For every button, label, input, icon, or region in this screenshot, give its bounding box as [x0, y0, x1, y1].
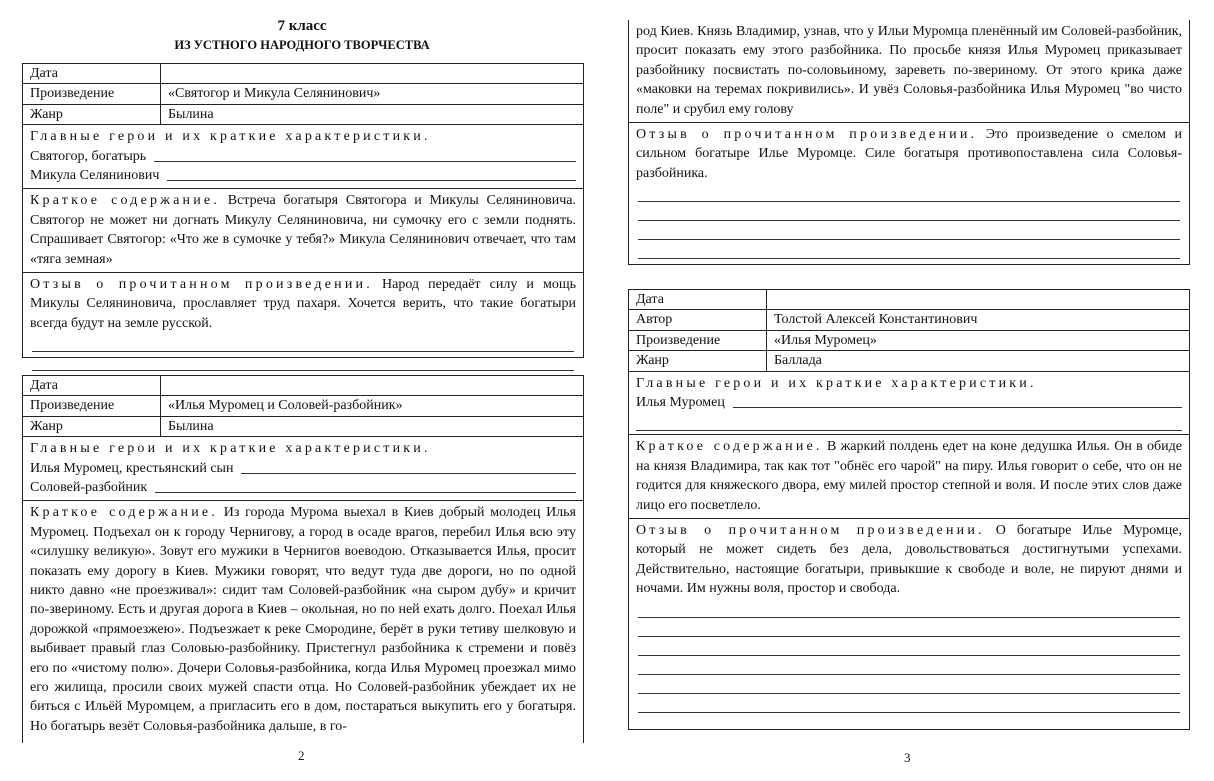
heroes-heading: Главные герои и их краткие характеристики. [30, 129, 431, 145]
grade-title: 7 класс [277, 18, 327, 34]
heroes-section [23, 125, 583, 189]
work-row: Произведение «Илья Муромец» [629, 331, 1189, 351]
blank-line[interactable] [638, 618, 1180, 637]
heroes-heading: Главные герои и их краткие характеристики. [636, 375, 1037, 391]
review-heading: Отзыв о прочитанном произведении. [636, 523, 985, 538]
work-row: Произведение «Илья Муромец и Соловей-разбойник» [23, 396, 583, 416]
review-text: О богатыре Илье Муромце, который не может сидеть без дела, довольствоваться достигнутыми успехами. Действительно, настоящие богатыри, привыкшие к свободе и воле, не пируют днями и ночами. Им нужны воля, простор и свобода. [636, 523, 1183, 597]
reading-card-svyatogor [22, 63, 584, 358]
genre-row: Жанр Былина [23, 105, 583, 125]
hero-line[interactable]: Илья Муромец, крестьянский сын [30, 459, 576, 478]
date-value[interactable] [161, 64, 583, 83]
hero-line[interactable]: Соловей-разбойник [30, 478, 576, 497]
summary-text: В жаркий полдень едет на коне дедушка Илья. Он в обиде на князя Владимира, так как тот "обнёс его чарой" на пиру. Илья говорит о себе, что он не годится для княжеского двора, ему милей простор степной и воля. И после этих слов даже лицо его посветлело. [636, 439, 1183, 513]
review-heading: Отзыв о прочитанном произведении. [30, 277, 373, 293]
review-text: Это произведение о смелом и сильном богатыре Илье Муромце. Силе богатыря противопоставлена сила Соловья-разбойника. [636, 127, 1182, 181]
page-header [22, 18, 582, 53]
blank-line[interactable] [638, 656, 1180, 675]
date-row: Дата [629, 290, 1189, 310]
blank-line[interactable] [638, 599, 1180, 618]
summary-continuation [629, 20, 1189, 123]
reading-card-ilya-solovey-continued [628, 20, 1190, 265]
blank-line[interactable] [638, 637, 1180, 656]
genre-row: Жанр Баллада [629, 351, 1189, 371]
page-number: 2 [298, 748, 305, 763]
blank-line[interactable] [32, 352, 574, 371]
review-section [23, 273, 583, 374]
blank-line[interactable] [638, 694, 1180, 713]
blank-line[interactable] [638, 183, 1180, 202]
section-title: ИЗ УСТНОГО НАРОДНОГО ТВОРЧЕСТВА [174, 38, 430, 52]
summary-heading: Краткое содержание. [30, 193, 221, 209]
summary-section [629, 435, 1189, 519]
hero-line[interactable]: Илья Муромец [636, 393, 1182, 412]
date-row: Дата [23, 64, 583, 84]
review-section [629, 123, 1189, 262]
genre-row: Жанр Былина [23, 417, 583, 437]
summary-heading: Краткое содержание. [30, 505, 219, 521]
blank-line[interactable] [32, 333, 574, 352]
review-text: Народ передаёт силу и мощь Микулы Селяниновича, прославляет труд пахаря. Хочется верить, что такие богатыри всегда будут на земле русской. [30, 277, 576, 331]
date-value[interactable] [767, 290, 1189, 309]
review-heading: Отзыв о прочитанном произведении. [636, 127, 978, 143]
hero-line[interactable]: Святогор, богатырь [30, 147, 576, 166]
heroes-section [629, 372, 1189, 436]
date-value[interactable] [161, 376, 583, 395]
author-row: Автор Толстой Алексей Константинович [629, 310, 1189, 330]
reading-card-ilya-solovey [22, 375, 584, 743]
blank-line[interactable] [636, 412, 1182, 431]
reading-card-ilya-tolstoy [628, 289, 1190, 730]
page-number: 3 [904, 750, 911, 765]
blank-line[interactable] [638, 240, 1180, 259]
hero-line[interactable]: Микула Селянинович [30, 166, 576, 185]
left-page [22, 0, 582, 58]
heroes-heading: Главные герои и их краткие характеристики. [30, 441, 431, 457]
heroes-section [23, 437, 583, 501]
summary-text: Из города Мурома выехал в Киев добрый молодец Илья Муромец. Подъехал он к городу Чернигову, а город в осаде врагов, перебил Илья всю эту «силушку великую». Зовут его мужики в Чернигов воеводою. Отказывается Илья, просит показать ему дорогу в Киев. Мужики говорят, что ведут туда две дороги, но по одной никто давно «не проезживал»: сидит там Соловей-разбойник «на сыром дубу» и кричит по-звериному. Есть и другая дорога в Киев – окольная, но по ней ехать долго. Поехал Илья дорожкой «прямоезжею». Подъезжает к реке Смородине, берёт в руки тетиву шелковую и выбивает правый глаз Соловью-разбойнику. Пристегнул разбойника к стремени и повёз его по «чистому полю». Дочери Соловья-разбойника, когда Илья Муромец проезжал мимо его жилища, просили своих мужей спасти отца. Но Соловей-разбойник убеждает их не биться с Ильёй Муромцем, а пригласить его в дом, постараться выкупить его у богатыря. Но богатырь везёт Соловья-разбойника дальше, в го- [30, 505, 576, 734]
blank-line[interactable] [638, 202, 1180, 221]
review-section [629, 519, 1189, 716]
work-row: Произведение «Святогор и Микула Селянинович» [23, 84, 583, 104]
summary-section [23, 501, 583, 739]
date-row: Дата [23, 376, 583, 396]
blank-line[interactable] [638, 675, 1180, 694]
summary-section [23, 189, 583, 273]
summary-text: род Киев. Князь Владимир, узнав, что у Ильи Муромца пленённый им Соловей-разбойник, просит показать ему этого разбойника. По просьбе князя Илья Муромец приказывает разбойнику посвистать по-соловьиному, зареветь по-звериному. От этого крика даже «маковки на теремах покривились». И увёз Соловья-разбойника Илья Муромец "во чисто поле" и срубил ему голову [636, 24, 1182, 117]
summary-heading: Краткое содержание. [636, 439, 823, 455]
blank-line[interactable] [638, 221, 1180, 240]
summary-text: Встреча богатыря Святогора и Микулы Селяниновича. Святогор не может ни догнать Микулу Селяниновича, ни сумочку его с земли поднять. Спрашивает Святогор: «Что же в сумочке у тебя?» Микула Селянинович отвечает, что там «тяга земная» [30, 193, 576, 267]
